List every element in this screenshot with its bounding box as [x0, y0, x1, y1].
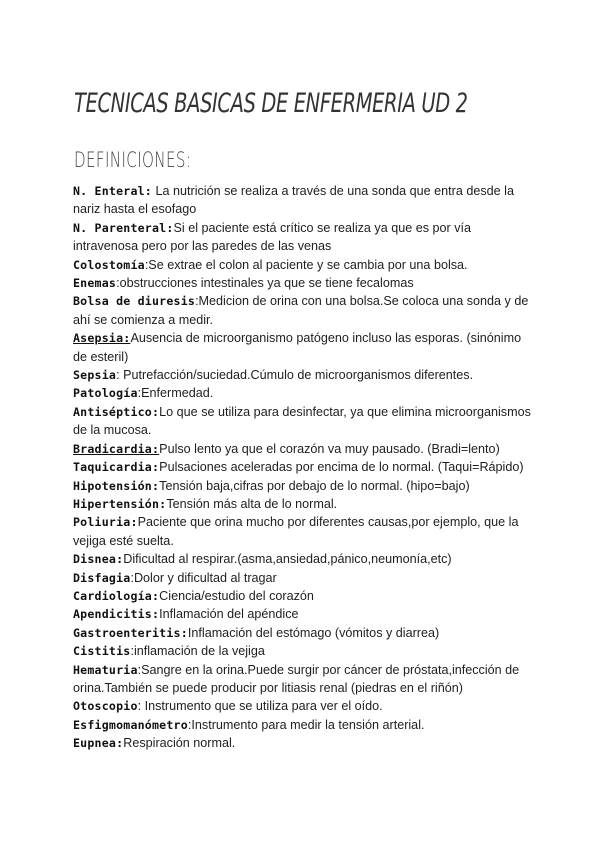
definition-text: :Enfermedad.: [137, 386, 214, 401]
definition-term: Cardiología:: [73, 588, 160, 603]
page-title: TECNICAS BASICAS DE ENFERMERIA UD 2: [74, 88, 468, 119]
definition-term: N. Enteral:: [73, 184, 152, 198]
definition-term: Otoscopio: [73, 699, 138, 714]
definition-text: Inflamación del apéndice: [159, 607, 299, 622]
definition-term: Patología: [73, 386, 138, 401]
definition-text: : Putrefacción/suciedad.Cúmulo de microorganismos diferentes.: [116, 368, 474, 383]
definition-text: :Instrumento para medir la tensión arterial.: [187, 717, 425, 732]
definition-item: [73, 477, 533, 495]
definition-item: [73, 642, 533, 660]
definition-term: Disnea:: [73, 552, 124, 567]
definition-term: Bradicardia:: [73, 441, 160, 456]
definition-text: :Se extrae el colon al paciente y se cambia por una bolsa.: [144, 257, 468, 272]
definition-text: Ciencia/estudio del corazón: [159, 588, 314, 603]
definition-text: La nutrición se realiza a través de una sonda que entra desde la nariz hasta el esofago: [73, 184, 514, 217]
definition-item: [73, 329, 533, 366]
definition-item: [73, 274, 533, 292]
definition-term: Disfagia: [73, 570, 131, 585]
definition-text: Pulsaciones aceleradas por encima de lo normal. (Taqui=Rápido): [159, 460, 524, 475]
definition-term: Gastroenteritis:: [73, 625, 188, 640]
definition-term: Poliuria:: [73, 515, 138, 530]
definition-item: [73, 569, 533, 587]
definition-term: Cistitis: [73, 644, 131, 659]
definition-term: Bolsa de diuresis: [73, 294, 196, 309]
definition-item: [73, 403, 533, 440]
definition-term: Taquicardia:: [73, 460, 160, 475]
definition-term: Hematuria: [73, 662, 138, 677]
definition-text: Respiración normal.: [123, 736, 236, 751]
definition-text: Lo que se utiliza para desinfectar, ya que elimina microorganismos de la mucosa.: [73, 404, 531, 438]
definition-term: Hipotensión:: [73, 478, 160, 493]
definition-text: Tensión más alta de lo normal.: [166, 496, 338, 511]
section-heading: DEFINICIONES:: [74, 148, 192, 172]
definition-text: :obstrucciones intestinales ya que se tiene fecalomas: [116, 276, 414, 291]
definition-item: [73, 182, 533, 219]
definition-text: Dificultad al respirar.(asma,ansiedad,pánico,neumonía,etc): [123, 552, 452, 567]
definition-item: [73, 587, 533, 605]
definition-item: [73, 661, 533, 698]
definition-item: [73, 458, 533, 476]
definition-text: :Sangre en la orina.Puede surgir por cáncer de próstata,infección de orina.También se puede producir por litiasis renal (piedras en el riñón): [73, 662, 520, 695]
definition-item: [73, 219, 533, 256]
definition-text: Pulso lento ya que el corazón va muy pausado. (Bradi=lento): [159, 441, 500, 456]
definition-term: Enemas: [73, 276, 117, 291]
definition-text: Paciente que orina mucho por diferentes causas,por ejemplo, que la vejiga esté suelta.: [73, 515, 519, 548]
definition-item: [73, 734, 533, 752]
definition-term: Asepsia:: [73, 331, 131, 346]
definition-item: [73, 605, 533, 623]
definition-text: :Medicion de orina con una bolsa.Se coloca una sonda y de ahí se comienza a medir.: [73, 294, 529, 327]
definition-term: Antiséptico:: [73, 404, 160, 419]
definition-item: [73, 513, 533, 550]
definition-term: Colostomía: [73, 257, 145, 272]
definition-term: Hipertensión:: [73, 496, 167, 511]
definition-term: Sepsia: [73, 368, 117, 383]
definition-item: [73, 366, 533, 384]
definition-text: : Instrumento que se utiliza para ver el oído.: [137, 699, 383, 714]
definition-term: Apendicitis:: [73, 607, 160, 622]
definition-item: [73, 256, 533, 274]
definition-item: [73, 384, 533, 402]
definition-item: [73, 550, 533, 568]
definition-term: Esfigmomanómetro: [73, 717, 188, 732]
definition-text: Inflamación del estómago (vómitos y diarrea): [187, 625, 440, 640]
definition-item: [73, 292, 533, 329]
definitions-list: [73, 182, 533, 753]
definition-item: [73, 495, 533, 513]
definition-term: N. Parenteral:: [73, 220, 174, 235]
definition-text: Si el paciente está crítico se realiza ya que es por vía intravenosa pero por las paredes de las venas: [73, 220, 472, 254]
definition-text: :Dolor y dificultad al tragar: [130, 570, 277, 585]
definition-text: Ausencia de microorganismo patógeno incluso las esporas. (sinónimo de esteril): [73, 331, 522, 364]
definition-text: :inflamación de la vejiga: [130, 644, 265, 659]
definition-item: [73, 440, 533, 458]
definition-term: Eupnea:: [73, 736, 124, 751]
definition-text: Tensión baja,cifras por debajo de lo normal. (hipo=bajo): [159, 478, 470, 493]
definition-item: [73, 624, 533, 642]
definition-item: [73, 697, 533, 715]
definition-item: [73, 716, 533, 734]
